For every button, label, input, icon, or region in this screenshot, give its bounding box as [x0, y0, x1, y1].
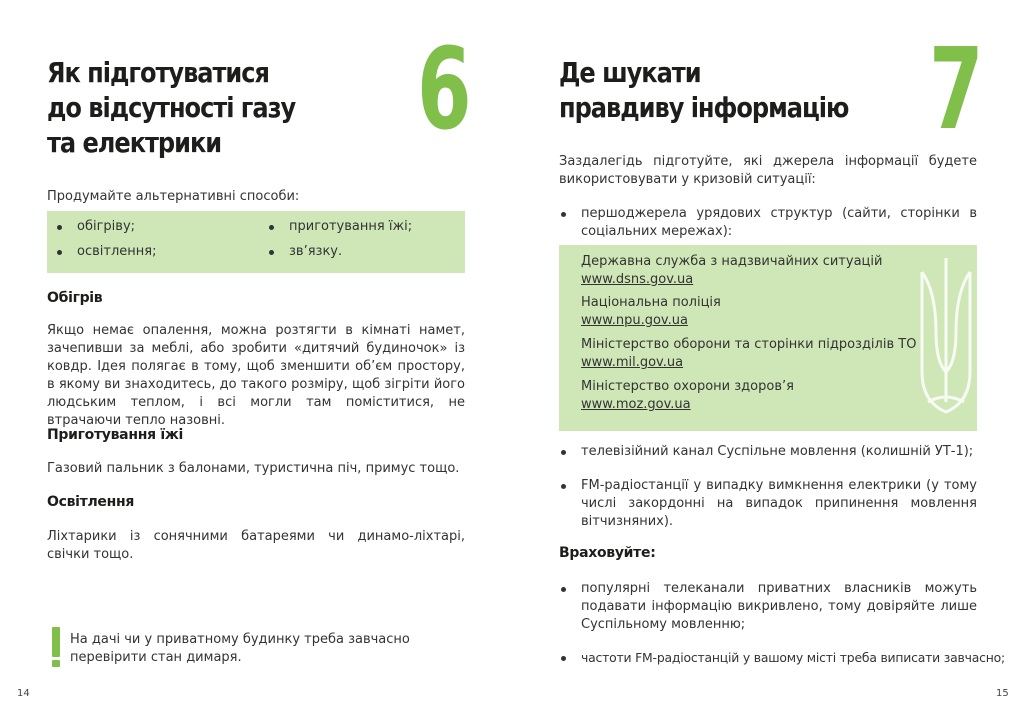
page-number: 15: [996, 688, 1009, 699]
option-item: освітлення;: [77, 244, 157, 259]
section-text: Ліхтарики із сонячними батареями чи динамо-ліхтарі, свічки тощо.: [47, 529, 465, 562]
intro-text: Продумайте альтернативні способи:: [47, 189, 300, 204]
option-item: обігріву;: [77, 219, 136, 234]
source-name: Міністерство оборони та сторінки підрозділів ТО: [581, 337, 917, 352]
source-name: Державна служба з надзвичайних ситуацій: [581, 254, 883, 269]
option-item: приготування їжі;: [289, 219, 413, 234]
trident-emblem-icon: [918, 252, 974, 424]
title-line: Де шукати: [559, 56, 701, 89]
exclamation-icon: [52, 627, 61, 667]
source-entry: [581, 253, 882, 289]
source-name: Міністерство охорони здоров’я: [581, 379, 794, 394]
section-number: 6: [417, 25, 472, 155]
list-item: FM-радіостанції у випадку вимкнення електрики (у тому числі закордонні на випадок припинення мовлення вітчизняних).: [581, 478, 977, 529]
section-heading: Освітлення: [47, 494, 135, 510]
consider-heading: Враховуйте:: [559, 545, 656, 561]
title-line: та електрики: [47, 126, 222, 159]
list-item: першоджерела урядових структур (сайти, сторінки в соціальних мережах):: [581, 206, 977, 239]
note-text: На дачі чи у приватному будинку треба завчасно перевірити стан димаря.: [70, 632, 410, 665]
section-number: 7: [929, 25, 984, 155]
source-link[interactable]: www.dsns.gov.ua: [581, 272, 694, 287]
list-item: популярні телеканали приватних власників можуть подавати інформацію викривлено, тому довіряйте лише Суспільному мовленню;: [581, 581, 977, 632]
source-entry: [581, 336, 916, 372]
section-text: Газовий пальник з балонами, туристична піч, примус тощо.: [47, 461, 460, 476]
page-title: [559, 55, 848, 125]
section-text: Якщо немає опалення, можна розтягти в кімнаті намет, зачепивши за меблі, або зробити «дитячий будиночок» із ковдр. Ідея полягає в тому, щоб зменшити об’єм простору, в якому ви знаходитесь, до такого розміру, щоб зігріти його людським теплом, і всі могли там поміститися, не втрачаючи тепло назовні.: [47, 323, 465, 428]
page-number: 14: [17, 688, 30, 699]
section-heading: Приготування їжі: [47, 427, 183, 443]
intro-text: Заздалегідь підготуйте, які джерела інформації будете використовувати у кризовій ситуації:: [559, 154, 977, 187]
title-line: до відсутності газу: [47, 91, 296, 124]
list-item: телевізійний канал Суспільне мовлення (колишній УТ-1);: [581, 443, 977, 461]
source-link[interactable]: www.npu.gov.ua: [581, 313, 688, 328]
options-box: [47, 211, 465, 273]
section-heading: Обігрів: [47, 290, 103, 306]
title-line: Як підготуватися: [47, 56, 269, 89]
list-item: частоти FM-радіостанцій у вашому місті треба виписати завчасно;: [581, 650, 1006, 665]
source-name: Національна поліція: [581, 295, 721, 310]
source-link[interactable]: www.moz.gov.ua: [581, 397, 691, 412]
option-item: зв’язку.: [289, 244, 343, 259]
page-title: [47, 55, 295, 160]
source-link[interactable]: www.mil.gov.ua: [581, 355, 684, 370]
title-line: правдиву інформацію: [559, 91, 849, 124]
source-entry: [581, 294, 721, 330]
source-entry: [581, 378, 794, 414]
